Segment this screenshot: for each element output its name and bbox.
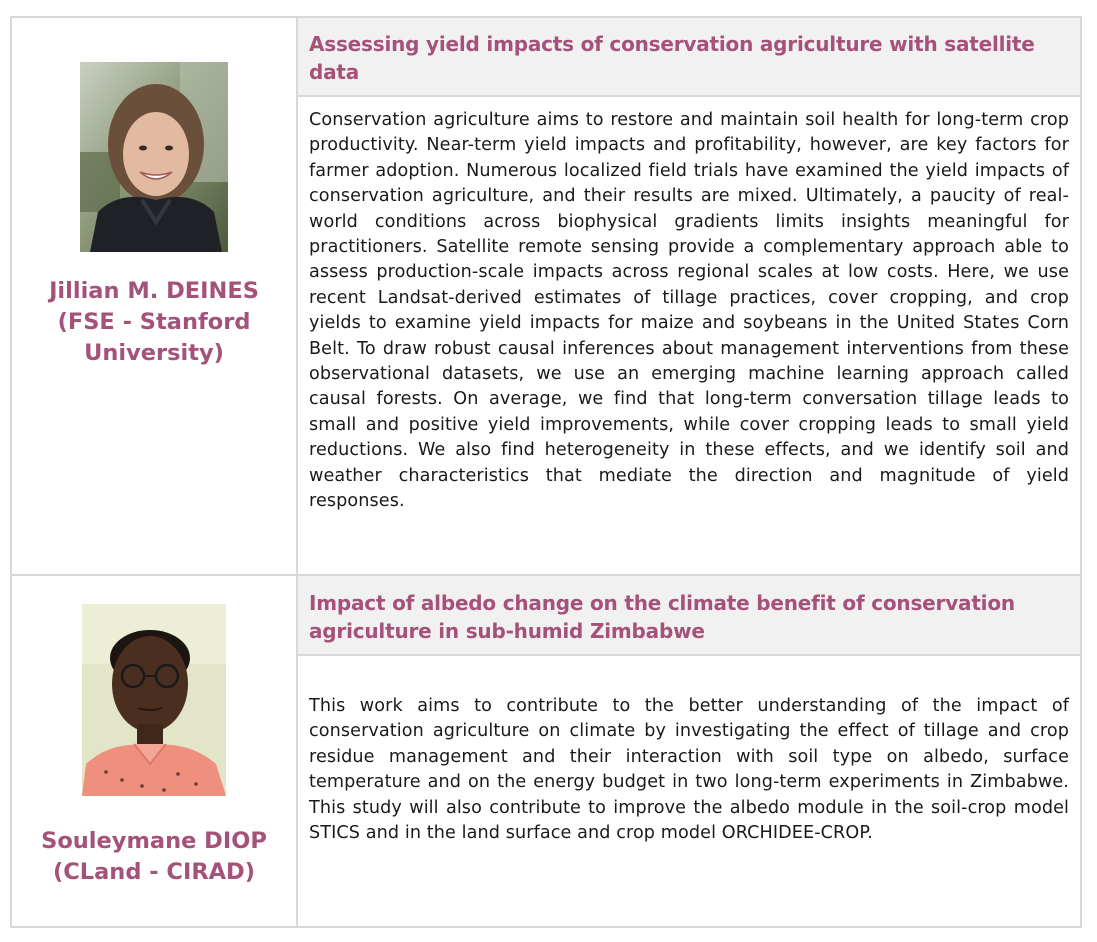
column-divider bbox=[296, 16, 298, 928]
speaker-affiliation-1: (FSE - Stanford University) bbox=[57, 309, 251, 366]
speaker-name-2: Souleymane DIOP bbox=[41, 828, 267, 854]
talk-abstract-2: This work aims to contribute to the better understanding of the impact of conservation agriculture on climate by investigating the effect of tillage and crop residue management and their interaction with soil type on albedo, surface temperature and on the energy budget in two long-term experiments in Zimbabwe. This study will also contribute to improve the albedo module in the soil-crop model STICS and in the land surface and crop model ORCHIDEE-CROP. bbox=[309, 696, 1069, 844]
title-divider-2 bbox=[298, 654, 1080, 656]
talk-title-1: Assessing yield impacts of conservation agriculture with satellite data bbox=[309, 32, 1035, 84]
talk-title-2: Impact of albedo change on the climate benefit of conservation agriculture in sub-humid Zimbabwe bbox=[309, 591, 1015, 643]
speaker-photo-2 bbox=[82, 604, 226, 796]
speaker-name-1: Jillian M. DEINES bbox=[49, 278, 259, 304]
talk-abstract-1: Conservation agriculture aims to restore and maintain soil health for long-term crop productivity. Near-term yield impacts and profitability, however, are key factors for farmer adoption. Numerous localized field trials have examined the yield impacts of conservation agriculture, and their results are mixed. Ultimately, a paucity of real-world conditions across biophysical gradients limits insights meaningful for practitioners. Satellite remote sensing provide a complementary approach able to assess production-scale impacts across regional scales at low costs. Here, we use recent Landsat-derived estimates of tillage practices, cover cropping, and crop yields to examine yield impacts for maize and soybeans in the United States Corn Belt. To draw robust causal inferences about management interventions from these observational datasets, we use an emerging machine learning approach called causal forests. On average, we find that long-term conversation tillage leads to small and positive yield improvements, while cover cropping leads to small yield reductions. We also find heterogeneity in these effects, and we identify soil and weather characteristics that mediate the direction and magnitude of yield responses. bbox=[309, 110, 1069, 512]
speaker-affiliation-2: (CLand - CIRAD) bbox=[52, 859, 256, 885]
title-divider-1 bbox=[298, 95, 1080, 97]
speaker-photo-1 bbox=[80, 62, 228, 252]
